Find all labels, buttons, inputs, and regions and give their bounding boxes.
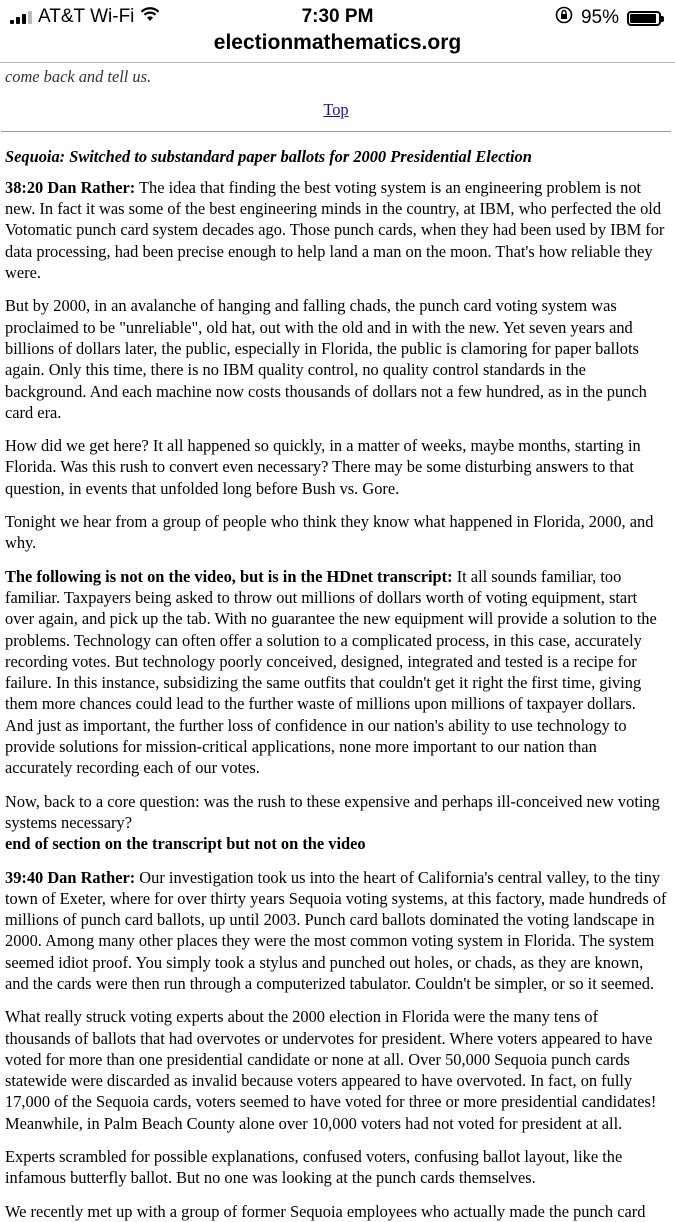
- paragraph-text: Experts scrambled for possible explanations, confused voters, confusing ballot layout, like the infamous butterfly ballot. But no one was looking at the punch cards themselves.: [5, 1147, 623, 1188]
- paragraph-text: Tonight we hear from a group of people who think they know what happened in Florida, 2000, and why.: [5, 512, 654, 553]
- paragraph-text: It all sounds familiar, too familiar. Taxpayers being asked to throw out millions of dollars worth of voting equipment, start over again, and pick up the tab. With no guarantee the new equipment will provide a solution to the problems. Technology can often offer a solution to a complicated process, in this case, accurately recording votes. But technology poorly conceived, designed, integrated and tested is a recipe for failure. In this instance, subsidizing the same outfits that couldn't get it right the first time, giving them more chances could lead to the further waste of millions upon millions of taxpayer dollars. And just as important, the further loss of confidence in our nation's ability to use technology to provide solutions for mission-critical applications, none more important to our nation than accurately recording each of our votes.: [5, 566, 657, 778]
- paragraph-lead: The following is not on the video, but is in the HDnet transcript:: [5, 566, 453, 586]
- section-title: Sequoia: Switched to substandard paper ballots for 2000 Presidential Election: [5, 146, 532, 166]
- paragraph: [5, 511, 667, 554]
- paragraph: [5, 295, 667, 423]
- core-question: Now, back to a core question: was the rush to these expensive and perhaps ill-conceived new voting systems necessary?: [5, 791, 660, 832]
- battery-icon: [627, 11, 661, 26]
- paragraph: [5, 435, 667, 499]
- status-time: 7:30 PM: [301, 6, 374, 27]
- paragraph: [5, 1201, 667, 1222]
- paragraph: [5, 566, 667, 779]
- orientation-lock-icon: [555, 6, 573, 30]
- paragraph-text: But by 2000, in an avalanche of hanging and falling chads, the punch card voting system was proclaimed to be "unreliable", old hat, out with the old and in with the new. Yet seven years and billions of dollars later, the public, especially in Florida, the public is clamoring for paper ballots again. Only this time, there is no IBM quality control, no quality control standards in the background. And each machine now costs thousands of dollars not a few hundred, as in the punch card era.: [5, 296, 647, 422]
- status-bar: [0, 0, 675, 34]
- top-link[interactable]: Top: [323, 100, 349, 120]
- url-bar[interactable]: [0, 31, 675, 59]
- paragraph: [5, 177, 667, 283]
- paragraph: [5, 1146, 667, 1189]
- browser-divider: [0, 62, 675, 63]
- section-divider: [1, 131, 671, 132]
- paragraph-text: We recently met up with a group of former Sequoia employees who actually made the punch card: [5, 1201, 646, 1221]
- partial-line: come back and tell us.: [5, 67, 152, 86]
- url-text: electionmathematics.org: [213, 31, 462, 54]
- paragraph-text: Our investigation took us into the heart of California's central valley, to the tiny town of Exeter, where for over thirty years Sequoia voting systems, at this factory, made hundreds of millions of punch card ballots, up until 2003. Punch card ballots dominated the voting landscape in 2000. Among many other places they were the most common voting system in Florida. The system seemed idiot proof. You simply took a stylus and punched out holes, or chads, as they are known, and the cards were then run through a computerized tabulator. Couldn't be simpler, or so it seemed.: [5, 867, 667, 993]
- paragraph-text: What really struck voting experts about the 2000 election in Florida were the many tens of thousands of ballots that had overvotes or undervotes for president. Where voters appeared to have voted for more than one presidential candidate or none at all. Over 50,000 Sequoia punch cards statewide were discarded as invalid because voters appeared to have overvoted. In fact, on fully 17,000 of the Sequoia cards, voters seemed to have voted for three or more presidential candidates! Meanwhile, in Palm Beach County alone over 10,000 voters had not voted for president at all.: [5, 1007, 657, 1133]
- paragraph: [5, 1006, 667, 1134]
- article-content: [5, 48, 667, 1221]
- core-question-paragraph: [5, 791, 667, 855]
- end-note: end of section on the transcript but not on the video: [5, 834, 366, 854]
- paragraph: [5, 867, 667, 995]
- battery-percent: 95%: [580, 7, 619, 28]
- top-link-container: [5, 99, 667, 120]
- paragraph-lead: 38:20 Dan Rather:: [5, 177, 136, 197]
- paragraph-lead: 39:40 Dan Rather:: [5, 867, 136, 887]
- paragraph-text: The idea that finding the best voting system is an engineering problem is not new. In fact it was some of the best engineering minds in the country, at IBM, who perfected the old Votomatic punch card system decades ago. Those punch cards, when they had been used by IBM for data processing, had been precise enough to help land a man on the moon. That's how reliable they were.: [5, 177, 665, 283]
- paragraph-text: How did we get here? It all happened so quickly, in a matter of weeks, maybe months, starting in Florida. Was this rush to convert even necessary? There may be some disturbing answers to that question, in events that unfolded long before Bush vs. Gore.: [5, 436, 641, 498]
- carrier-label: AT&T Wi-Fi: [38, 6, 135, 27]
- status-right: [555, 6, 661, 30]
